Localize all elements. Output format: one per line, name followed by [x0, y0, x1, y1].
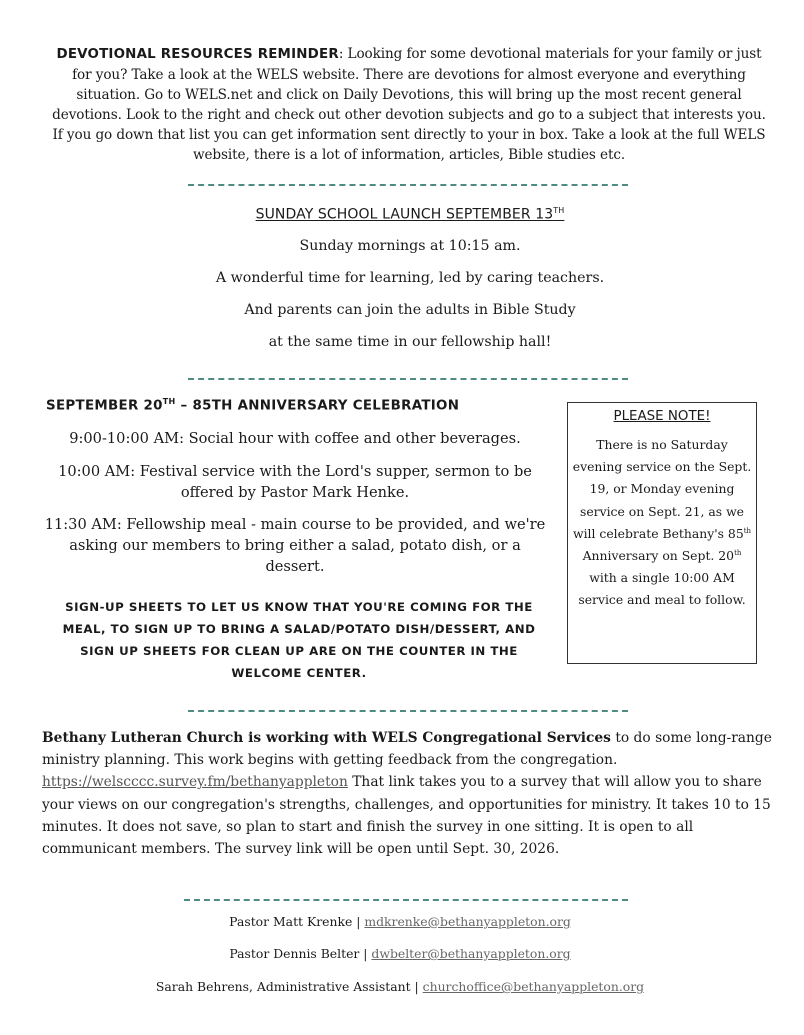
sunday-school-line: Sunday mornings at 10:15 am.	[299, 238, 521, 254]
contact-email-link[interactable]: mdkrenke@bethanyappleton.org	[364, 914, 571, 929]
contact-email-link[interactable]: churchoffice@bethanyappleton.org	[422, 979, 645, 994]
note-text: Anniversary on Sept. 20	[582, 548, 735, 564]
note-sup: th	[743, 526, 752, 535]
section-divider	[188, 378, 628, 380]
devotional-reminder	[48, 44, 770, 165]
anniversary-title-sup: TH	[162, 397, 176, 406]
survey-lead: Bethany Lutheran Church is working with WELS Congregational Services	[42, 730, 611, 746]
anniversary-item: 10:00 AM: Festival service with the Lord's supper, sermon to be offered by Pastor Mark Henke.	[58, 463, 532, 501]
note-sup: th	[734, 548, 742, 557]
anniversary-title-date: SEPTEMBER 20	[46, 398, 163, 414]
contact-line	[60, 914, 740, 929]
contact-email-link[interactable]: dwbelter@bethanyappleton.org	[371, 946, 571, 961]
contact-line	[60, 946, 740, 961]
section-divider	[188, 710, 628, 712]
section-divider	[188, 184, 628, 186]
sunday-school-title	[150, 206, 670, 223]
devotional-body: : Looking for some devotional materials for your family or just for you? Take a look at the WELS website. There are devotions for almost everyone and everything situation. Go to WELS.net and click on Daily Devotions, this will bring up the most recent general devotions. Look to the right and check out other devotion subjects and go to a subject that interests you. If you go down that list you can get information sent directly to your in box. Take a look at the full WELS website, there is a lot of information, articles, Bible studies etc.	[52, 46, 766, 163]
please-note-body	[568, 434, 756, 612]
note-text: There is no Saturday evening service on the Sept. 19, or Monday evening service on Sept. 21, as we will celebrate Bethany's 85	[572, 437, 752, 541]
note-text: with a single 10:00 AM service and meal to follow.	[578, 570, 746, 608]
contact-name: Pastor Dennis Belter |	[229, 946, 372, 961]
anniversary-item: 11:30 AM: Fellowship meal - main course to be provided, and we're asking our members to bring either a salad, potato dish, or a dessert.	[44, 516, 546, 575]
survey-paragraph	[42, 727, 772, 860]
please-note-title: PLEASE NOTE!	[613, 409, 711, 424]
section-divider	[184, 899, 628, 901]
please-note-box	[567, 402, 757, 664]
contact-line	[60, 979, 740, 994]
anniversary-item: 9:00-10:00 AM: Social hour with coffee and other beverages.	[69, 430, 521, 447]
survey-text: to do some long-range ministry planning. This work begins with getting feedback from the congregation.	[42, 730, 772, 769]
sunday-school-line: And parents can join the adults in Bible Study	[244, 302, 576, 318]
signup-notice: SIGN-UP SHEETS TO LET US KNOW THAT YOU'RE COMING FOR THE MEAL, TO SIGN UP TO BRING A SALAD/POTATO DISH/DESSERT, AND SIGN UP SHEETS FOR CLEAN UP ARE ON THE COUNTER IN THE WELCOME CENTER.	[62, 600, 536, 680]
contact-name: Sarah Behrens, Administrative Assistant |	[155, 979, 423, 994]
sunday-school-title-text: SUNDAY SCHOOL LAUNCH SEPTEMBER 13	[255, 206, 554, 223]
contact-name: Pastor Matt Krenke |	[229, 914, 365, 929]
survey-link[interactable]: https://welscccc.survey.fm/bethanyappleton	[42, 774, 348, 791]
devotional-lead: DEVOTIONAL RESOURCES REMINDER	[56, 47, 339, 62]
anniversary-title-text: – 85TH ANNIVERSARY CELEBRATION	[175, 398, 460, 414]
survey-text: That link takes you to a survey that will allow you to share your views on our congregation's strengths, challenges, and opportunities for ministry. It takes 10 to 15 minutes. It does not save, so plan to start and finish the survey in one sitting. It is open to all communicant members. The survey link will be open until Sept. 30, 2026.	[42, 774, 771, 858]
sunday-school-line: at the same time in our fellowship hall!	[268, 334, 552, 350]
sunday-school-title-sup: TH	[553, 206, 565, 215]
anniversary-title	[46, 397, 526, 413]
sunday-school-line: A wonderful time for learning, led by caring teachers.	[215, 270, 605, 286]
